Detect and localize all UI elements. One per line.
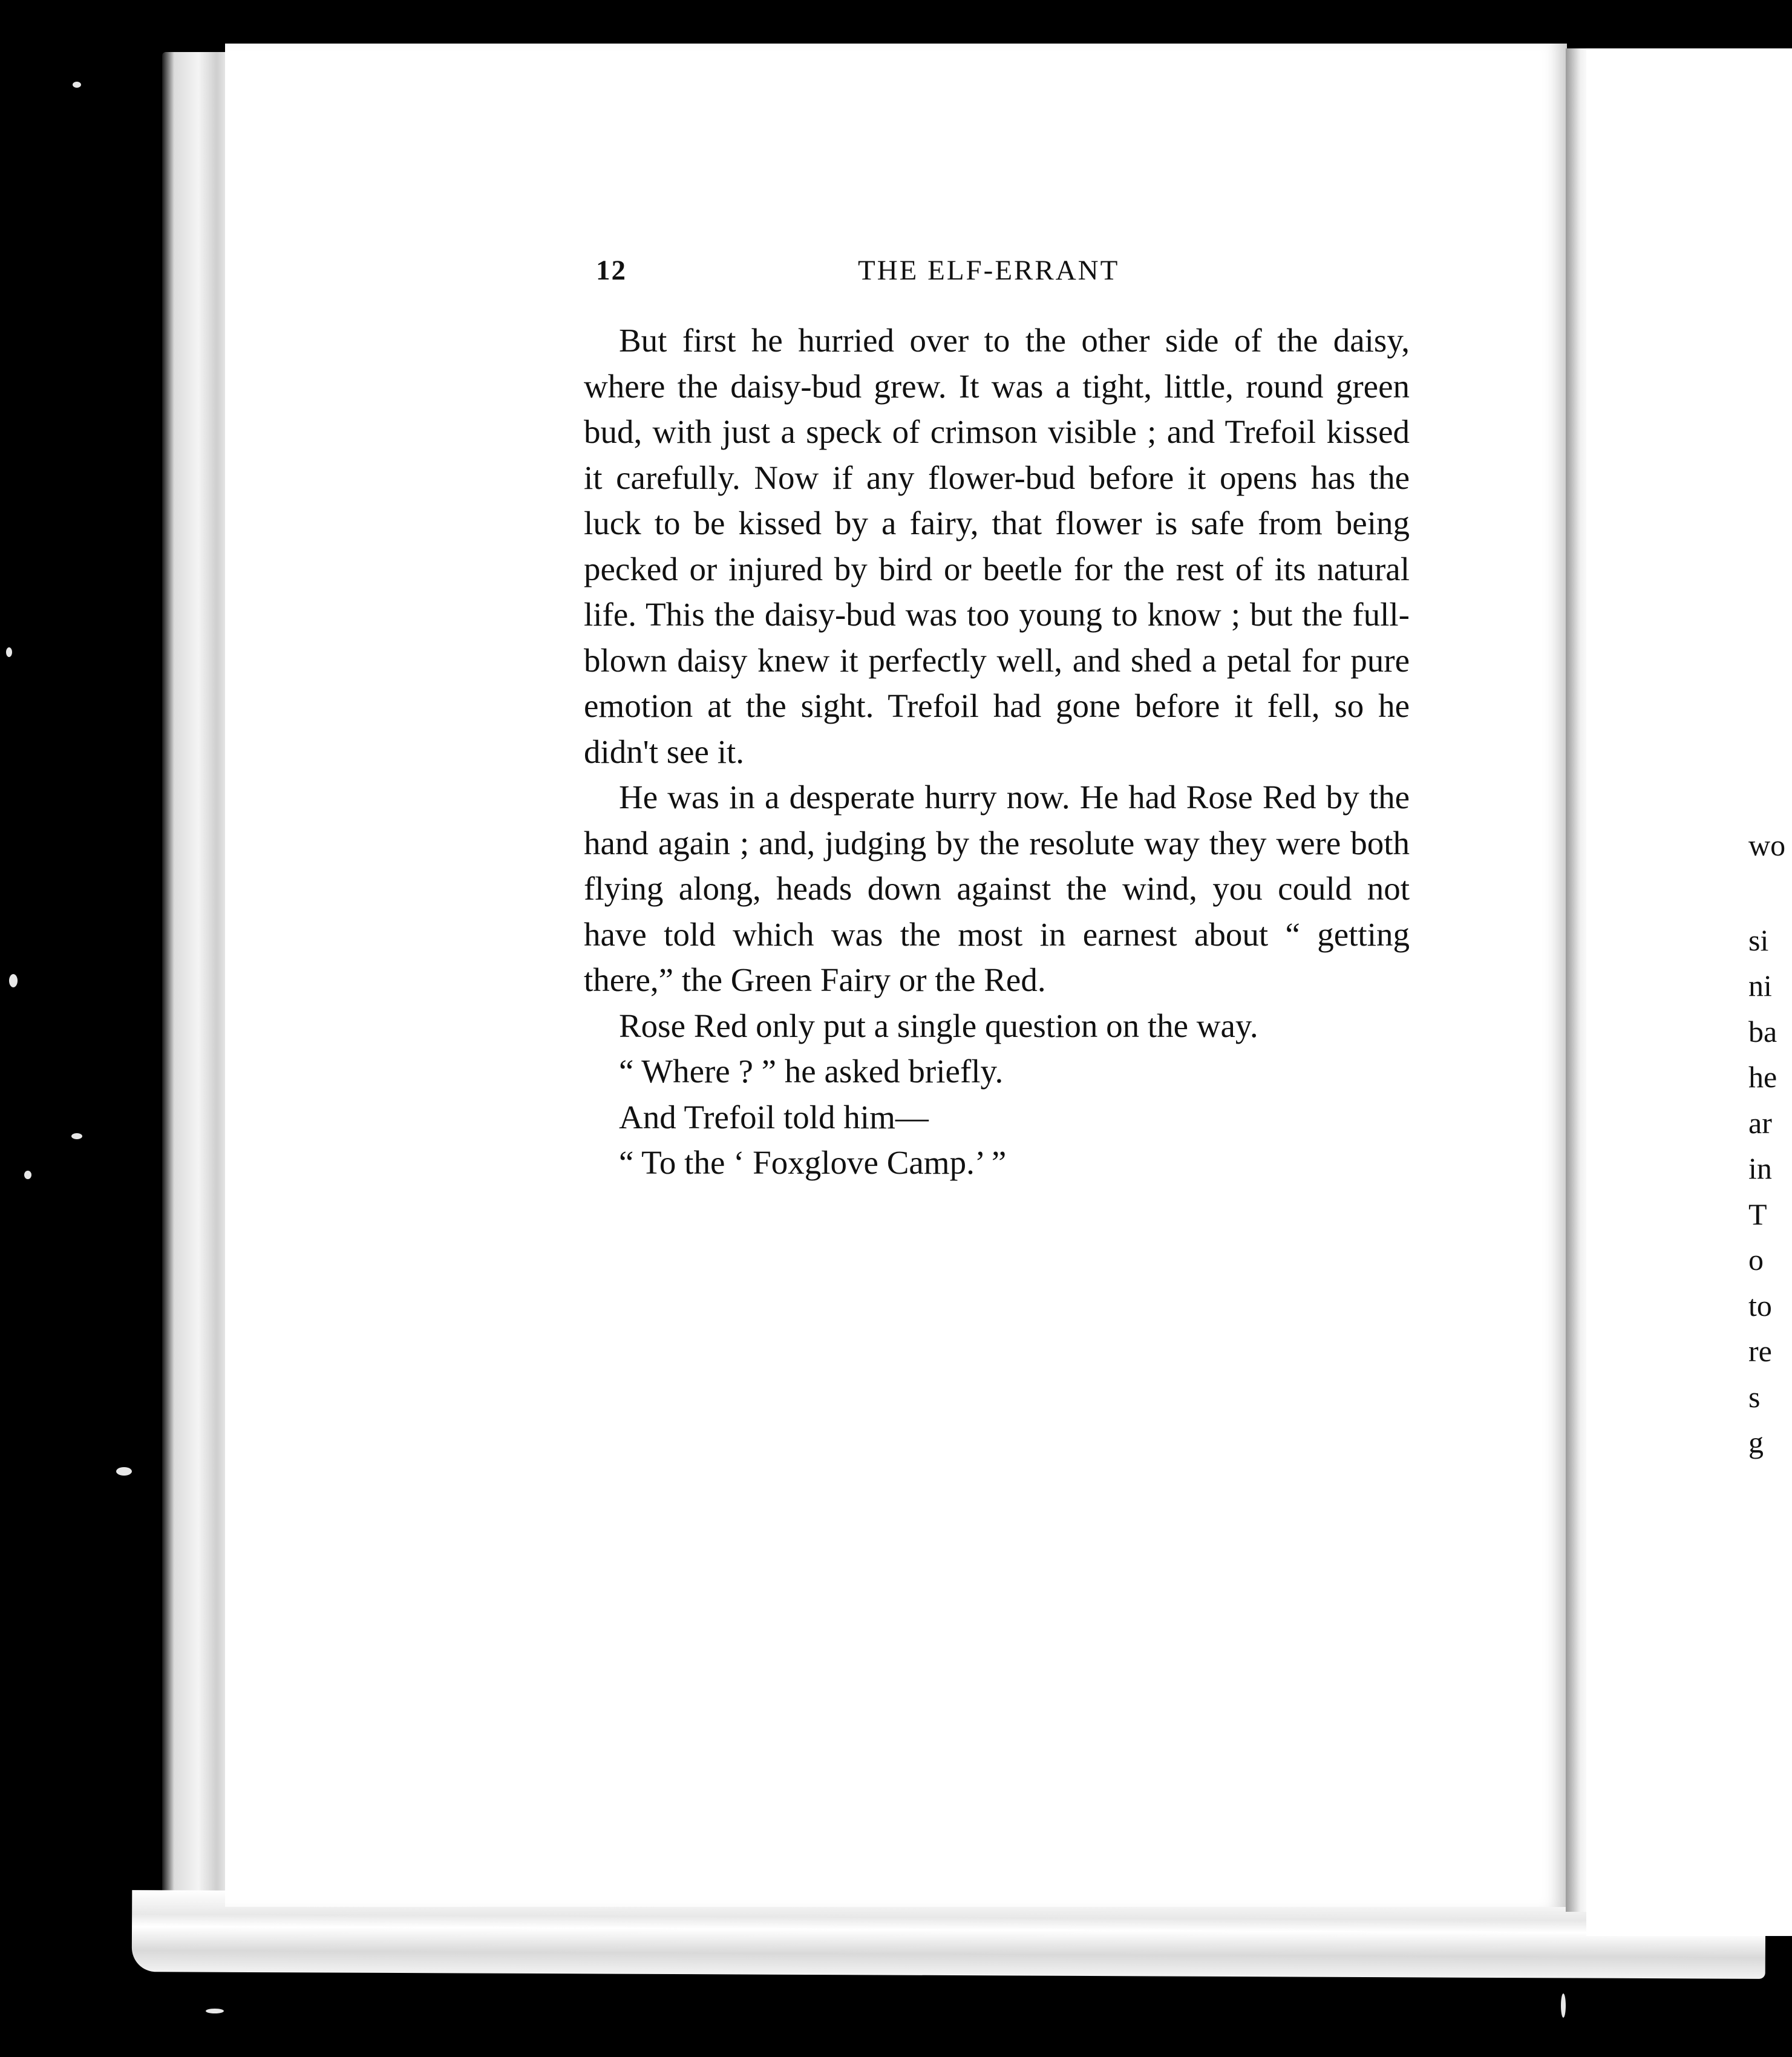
line-where: “ Where ? ” he asked briefly. [619,1053,1004,1090]
facing-fragment: he [1748,1060,1777,1094]
scan-speck [73,82,81,88]
scan-speck [24,1171,31,1179]
facing-fragment: ba [1748,1015,1777,1048]
scan-speck [71,1133,82,1139]
line-trefoil-told: And Trefoil told him— [619,1098,929,1136]
body-text [584,318,1410,1186]
facing-fragment: re [1748,1334,1772,1368]
scan-speck [9,974,18,987]
facing-fragment: to [1748,1289,1772,1323]
facing-fragment: s [1748,1380,1761,1414]
facing-fragment: o [1748,1243,1764,1277]
facing-fragment: ni [1748,969,1772,1002]
scan-speck [116,1467,132,1476]
facing-fragment: wo [1748,828,1786,862]
book-title: THE ELF-ERRANT [858,255,1120,286]
line-question: Rose Red only put a single question on the way. [619,1007,1258,1044]
page-number: 12 [596,255,627,286]
facing-fragment: si [1748,923,1769,957]
paragraph-hurry: He was in a desperate hurry now. He had Rose Red by the hand again ; and, judging by the resolute way they were both flying along, heads down against the wind, you could not have told which was the most in earnest about “ getting there,” the Green Fairy or the Red. [584,779,1410,998]
facing-fragment: g [1748,1425,1764,1459]
scan-speck [206,2009,224,2013]
scan-speck [1561,1993,1566,2018]
facing-fragment: ar [1748,1106,1772,1140]
facing-fragment: T [1748,1197,1767,1231]
facing-fragment: in [1748,1151,1772,1185]
line-foxglove-camp: “ To the ‘ Foxglove Camp.’ ” [619,1144,1007,1181]
paragraph-daisy-bud: But first he hurried over to the other side of the daisy, where the daisy-bud grew. It was a tight, little, round green bud, with just a speck of crimson visible ; and Trefoil kissed it carefully. Now if any flower-bud before it opens has the luck to be kissed by a fairy, that flower is safe from being pecked or injured by bird or beetle for the rest of its natural life. This the daisy-bud was too young to know ; but the full-blown daisy knew it perfectly well, and shed a petal for pure emotion at the sight. Trefoil had gone before it fell, so he didn't see it. [584,322,1410,770]
scan-speck [6,647,12,657]
